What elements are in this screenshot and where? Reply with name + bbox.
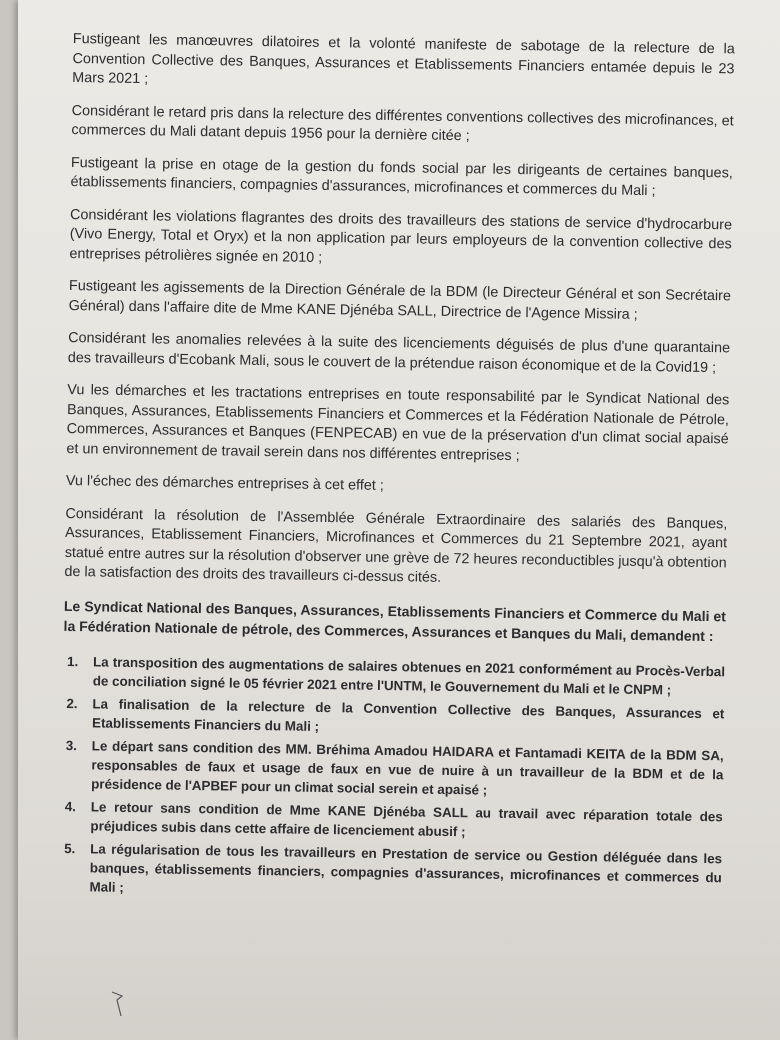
demand-item xyxy=(60,796,723,844)
paragraph-8: Vu l'échec des démarches entreprises à cet effet ; xyxy=(65,472,384,494)
demand-item xyxy=(63,651,726,699)
demand-number: 1. xyxy=(66,653,79,669)
document-page xyxy=(18,0,780,1040)
pen-mark-icon xyxy=(110,990,132,1018)
demand-item xyxy=(59,838,722,905)
demand-number: 5. xyxy=(64,840,76,856)
demand-number: 4. xyxy=(64,798,77,814)
demand-text: La finalisation de la relecture de la Convention Collective des Banques, Assurances et Etablissements Financiers du Mali ; xyxy=(92,695,725,734)
demand-text: La régularisation de tous les travailleurs en Prestation de service ou Gestion déléguée dans les banques, établissements financiers, compagnies d'assurances, microfinances et commerces du Mali ; xyxy=(89,840,723,895)
demand-text: La transposition des augmentations de salaires obtenues en 2021 conformément au Procès-Verbal de conciliation signé le 05 février 2021 entre l'UNTM, le Gouvernement du Mali et le CNPM ; xyxy=(92,653,726,697)
paragraph-6: Considérant les anomalies relevées à la suite des licenciements déguisés de plus d'une quarantaine des travailleurs d'Ecobank Mali, sous le couvert de la prétendue raison économique et de la Covid19 ; xyxy=(67,329,731,376)
demand-item xyxy=(62,693,725,741)
paragraph-5: Fustigeant les agissements de la Direction Générale de la BDM (le Directeur Général et son Secrétaire Général) dans l'affaire dite de Mme KANE Djénéba SALL, Directrice de l'Agence Missira ; xyxy=(68,277,732,323)
demands-intro: Le Syndicat National des Banques, Assurances, Etablissements Financiers et Commerce du Mali et la Fédération Nationale de pétrole, des Commerces, Assurances et Banques du Mali, demandent : xyxy=(63,597,727,644)
demand-text: Le départ sans condition des MM. Bréhima Amadou HAIDARA et Fantamadi KEITA de la BDM SA, responsables de faux et usage de faux en vue de nuire à un travailleur de la BDM et de la présidence de l'APBEF pour un climat social serein et apaisé ; xyxy=(91,737,724,798)
paragraph-7: Vu les démarches et les tractations entreprises en toute responsabilité par le Syndicat National des Banques, Assurances, Etablissements Financiers et Commerces et la Fédération Nationale de Pétrole, Commerces, Assurances et Banques (FENPECAB) en vue de la préservation d'un climat social apaisé et un environnement de travail serein dans nos différentes entreprises ; xyxy=(66,381,730,464)
paragraph-2: Considérant le retard pris dans la relecture des différentes conventions collectives des microfinances, et commerces du Mali datant depuis 1956 pour la dernière citée ; xyxy=(71,102,734,145)
document-body xyxy=(59,30,735,910)
demand-text: Le retour sans condition de Mme KANE Djénéba SALL au travail avec réparation totale des préjudices subis dans cette affaire de licenciement abusif ; xyxy=(90,798,723,839)
demand-number: 2. xyxy=(66,695,78,711)
paragraph-9: Considérant la résolution de l'Assemblée Générale Extraordinaire des salariés des Banques, Assurances, Etablissement Financiers, Microfinances et Commerces du 21 Septembre 2021, ayant statué entre autres sur la résolution d'observer une grève de 72 heures reconductibles jusqu'à obtention de la satisfaction des droits des travailleurs ci-dessus cités. xyxy=(64,505,728,586)
demand-number: 3. xyxy=(65,737,78,753)
paragraph-3: Fustigeant la prise en otage de la gestion du fonds social par les dirigeants de certaines banques, établissements financiers, compagnies d'assurances, microfinances et commerces du Mali ; xyxy=(70,154,733,200)
demand-item xyxy=(61,735,724,802)
demands-list xyxy=(59,651,725,905)
paragraph-1: Fustigeant les manœuvres dilatoires et la volonté manifeste de sabotage de la relecture de la Convention Collective des Banques, Assurances et Etablissements Financiers entamée depuis le 23 Mars 2021 ; xyxy=(72,30,735,88)
paragraph-4: Considérant les violations flagrantes des droits des travailleurs des stations de service d'hydrocarbure (Vivo Energy, Total et Oryx) et la non application par leurs employeurs de la convention collective des entreprises pétrolières signée en 2010 ; xyxy=(69,206,733,266)
